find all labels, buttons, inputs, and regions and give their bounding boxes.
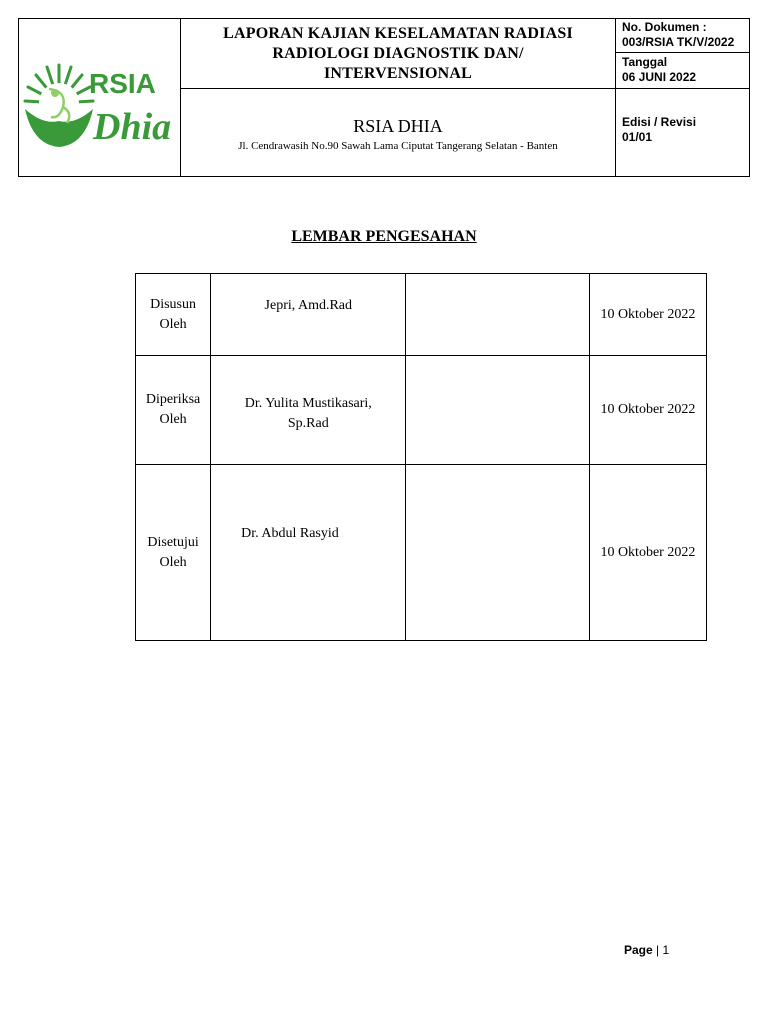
table-row (136, 274, 707, 356)
role-label: Disetujui (147, 534, 199, 550)
date-label: Tanggal (622, 55, 668, 69)
name-cell (211, 356, 406, 465)
organization-name: RSIA DHIA (353, 116, 443, 136)
organization-address: Jl. Cendrawasih No.90 Sawah Lama Ciputat Tangerang Selatan - Banten (238, 140, 558, 152)
document-number-cell (616, 19, 750, 89)
role-label: Oleh (159, 316, 187, 332)
table-row (136, 465, 707, 641)
role-cell (136, 465, 211, 641)
title-line-1: LAPORAN KAJIAN KESELAMATAN RADIASI (223, 25, 573, 42)
role-label: Oleh (159, 412, 187, 428)
role-label: Diperiksa (145, 392, 201, 408)
role-cell (136, 274, 211, 356)
page-separator: | (656, 943, 660, 957)
name-cell (211, 465, 406, 641)
logo-text-rsia: RSIA (89, 68, 156, 99)
page-label: Page (624, 943, 653, 957)
role-label: Oleh (159, 554, 187, 570)
page-heading: LEMBAR PENGESAHAN (291, 228, 477, 245)
edition-value: 01/01 (622, 130, 653, 144)
signer-title: Sp.Rad (287, 416, 329, 432)
document-number-label: No. Dokumen : (622, 20, 707, 34)
name-cell (211, 274, 406, 356)
signature-cell (406, 274, 589, 356)
hospital-logo (23, 59, 179, 151)
role-cell (136, 356, 211, 465)
edition-label: Edisi / Revisi (622, 115, 697, 129)
organization-cell (181, 89, 616, 177)
document-header (18, 18, 750, 177)
signer-name: Dr. Abdul Rasyid (241, 526, 339, 542)
page-footer (624, 943, 669, 957)
signer-name: Dr. Yulita Mustikasari, (244, 396, 372, 412)
title-line-2: RADIOLOGI DIAGNOSTIK DAN/ (272, 45, 524, 62)
approval-table (135, 273, 707, 641)
document-title (181, 19, 615, 84)
signature-cell (406, 356, 589, 465)
title-line-3: INTERVENSIONAL (323, 65, 473, 82)
edition-cell (616, 89, 750, 177)
document-title-cell (181, 19, 616, 89)
date-value: 06 JUNI 2022 (622, 70, 697, 84)
signature-cell (406, 465, 589, 641)
date-cell: 10 Oktober 2022 (589, 465, 706, 641)
role-label: Disusun (150, 296, 197, 312)
signer-name: Jepri, Amd.Rad (264, 298, 353, 313)
logo-text-dhia: Dhia (93, 106, 172, 148)
logo-cell (19, 19, 181, 177)
document-number-value: 003/RSIA TK/V/2022 (622, 35, 735, 49)
date-cell: 10 Oktober 2022 (589, 356, 706, 465)
table-row (136, 356, 707, 465)
date-cell: 10 Oktober 2022 (589, 274, 706, 356)
page-number: 1 (662, 943, 670, 957)
